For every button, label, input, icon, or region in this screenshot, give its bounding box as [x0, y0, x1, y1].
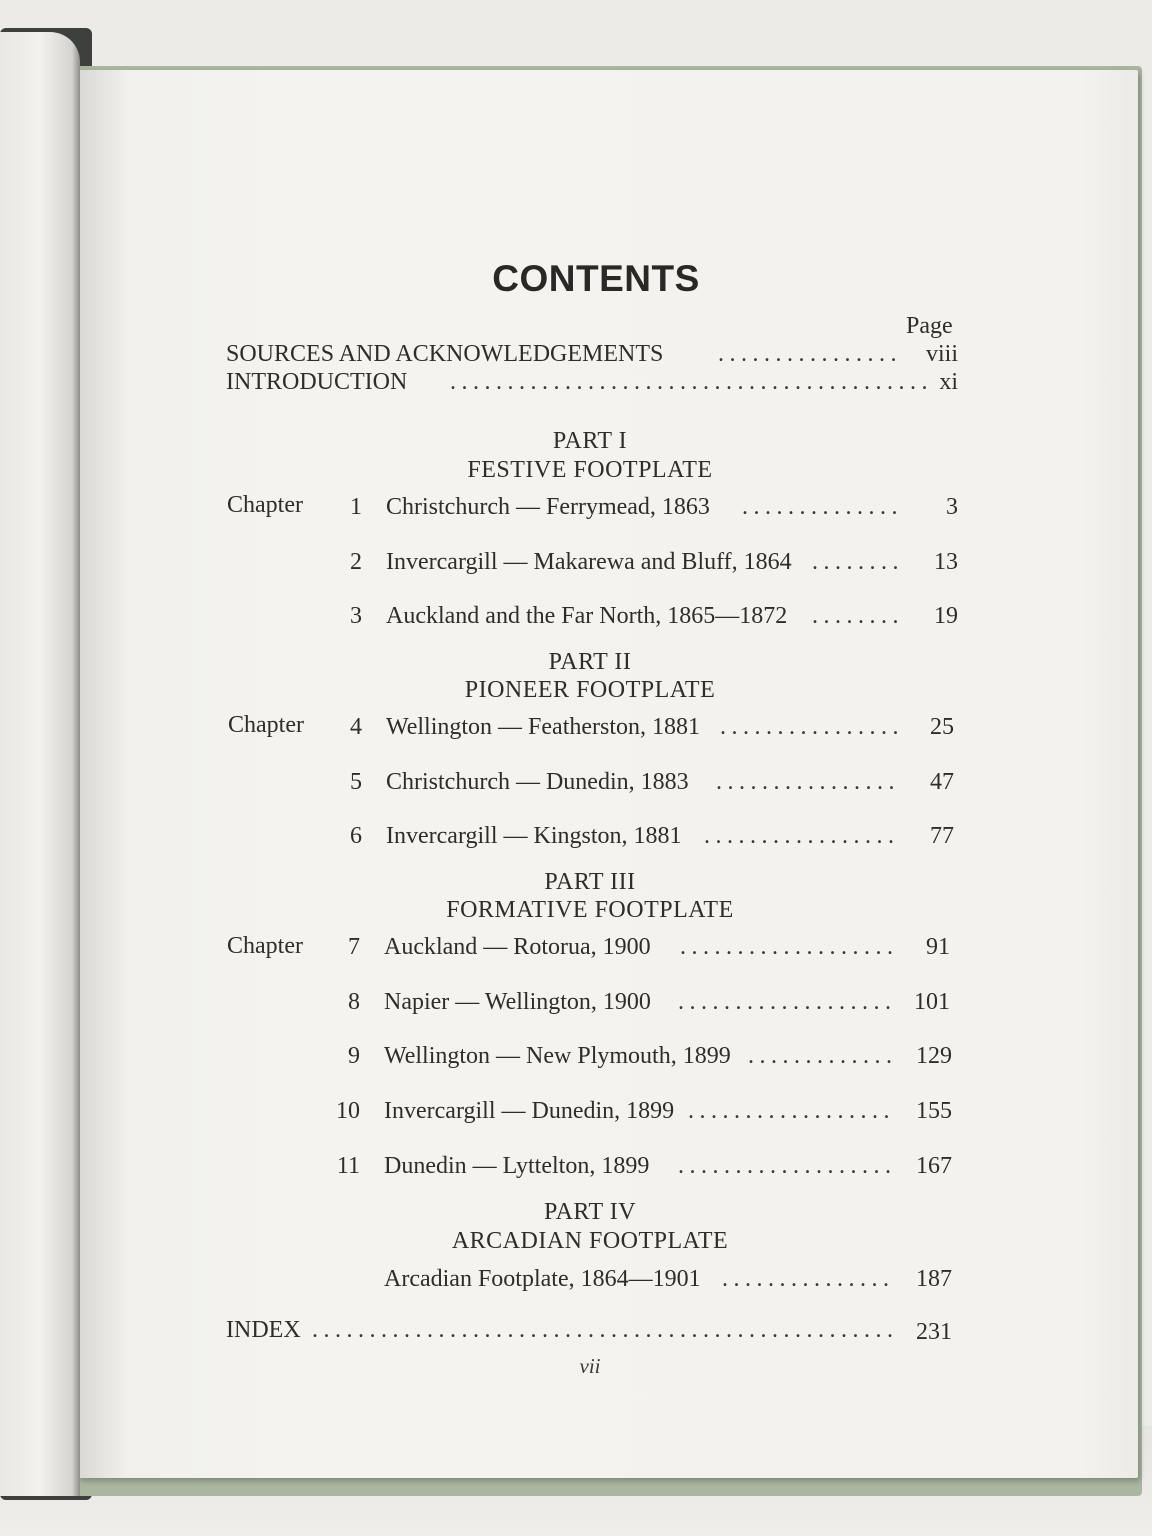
chapter-title: Wellington — Featherston, 1881 [386, 714, 701, 740]
dot-leader [742, 495, 898, 519]
chapter-number: 10 [336, 1098, 360, 1124]
chapter-title: Invercargill — Makarewa and Bluff, 1864 [386, 549, 792, 575]
chapter-page: 25 [930, 714, 954, 740]
dot-leader [678, 990, 894, 1014]
chapter-title: Invercargill — Kingston, 1881 [386, 823, 682, 849]
chapter-page: 155 [916, 1098, 952, 1124]
chapter-title: Christchurch — Dunedin, 1883 [386, 769, 689, 795]
chapter-title: Dunedin — Lyttelton, 1899 [384, 1153, 650, 1179]
chapter-page: 47 [930, 769, 954, 795]
chapter-page: 77 [930, 823, 954, 849]
chapter-title: Wellington — New Plymouth, 1899 [384, 1043, 731, 1069]
entry-page: viii [925, 341, 958, 367]
entry-label: SOURCES AND ACKNOWLEDGEMENTS [226, 341, 664, 367]
chapter-number: 8 [348, 989, 360, 1015]
dot-leader [748, 1044, 894, 1068]
dot-leader [704, 824, 898, 848]
dot-leader [678, 1154, 894, 1178]
dot-leader [718, 342, 898, 366]
dot-leader [722, 1267, 894, 1291]
chapter-page: 91 [926, 934, 950, 960]
part-name: FESTIVE FOOTPLATE [467, 457, 713, 483]
chapter-number: 1 [350, 494, 362, 520]
chapter-number: 5 [350, 769, 362, 795]
dot-leader [312, 1318, 894, 1342]
chapter-number: 9 [348, 1043, 360, 1069]
part-name: ARCADIAN FOOTPLATE [451, 1228, 729, 1254]
chapter-page: 167 [916, 1153, 952, 1179]
chapter-page: 3 [946, 494, 958, 520]
chapter-title: Auckland and the Far North, 1865—1872 [386, 603, 788, 629]
dot-leader [688, 1099, 894, 1123]
chapter-title: Invercargill — Dunedin, 1899 [384, 1098, 675, 1124]
dot-leader [812, 604, 898, 628]
dot-leader [716, 770, 898, 794]
chapter-title: Auckland — Rotorua, 1900 [384, 934, 651, 960]
part-number: PART II [548, 649, 632, 675]
chapter-number: 11 [336, 1153, 360, 1179]
part-name: PIONEER FOOTPLATE [464, 677, 716, 703]
chapter-title: Arcadian Footplate, 1864—1901 [384, 1266, 701, 1292]
page-column-header: Page [906, 313, 953, 339]
chapter-page: 13 [934, 549, 958, 575]
chapter-number: 4 [350, 714, 362, 740]
dot-leader [680, 935, 894, 959]
entry-page: 231 [916, 1319, 952, 1345]
entry-label: INTRODUCTION [226, 369, 408, 395]
entry-label: INDEX [226, 1317, 301, 1343]
dot-leader [720, 715, 898, 739]
chapter-title: Christchurch — Ferrymead, 1863 [386, 494, 710, 520]
chapter-page: 187 [916, 1266, 952, 1292]
part-number: PART III [544, 869, 636, 895]
entry-page: xi [939, 369, 958, 395]
part-name: FORMATIVE FOOTPLATE [446, 897, 734, 923]
part-number: PART I [552, 428, 628, 454]
chapter-number: 6 [350, 823, 362, 849]
chapter-label: Chapter [228, 712, 304, 738]
chapter-label: Chapter [227, 492, 303, 518]
dot-leader [450, 370, 926, 394]
page-folio: vii [579, 1354, 601, 1378]
chapter-number: 7 [348, 934, 360, 960]
chapter-number: 2 [350, 549, 362, 575]
dot-leader [812, 550, 898, 574]
chapter-page: 129 [916, 1043, 952, 1069]
chapter-title: Napier — Wellington, 1900 [384, 989, 651, 1015]
part-number: PART IV [543, 1199, 637, 1225]
chapter-label: Chapter [227, 933, 303, 959]
facing-page [0, 32, 80, 1496]
page-title: CONTENTS [492, 258, 700, 299]
chapter-page: 19 [934, 603, 958, 629]
chapter-page: 101 [914, 989, 950, 1015]
chapter-number: 3 [350, 603, 362, 629]
